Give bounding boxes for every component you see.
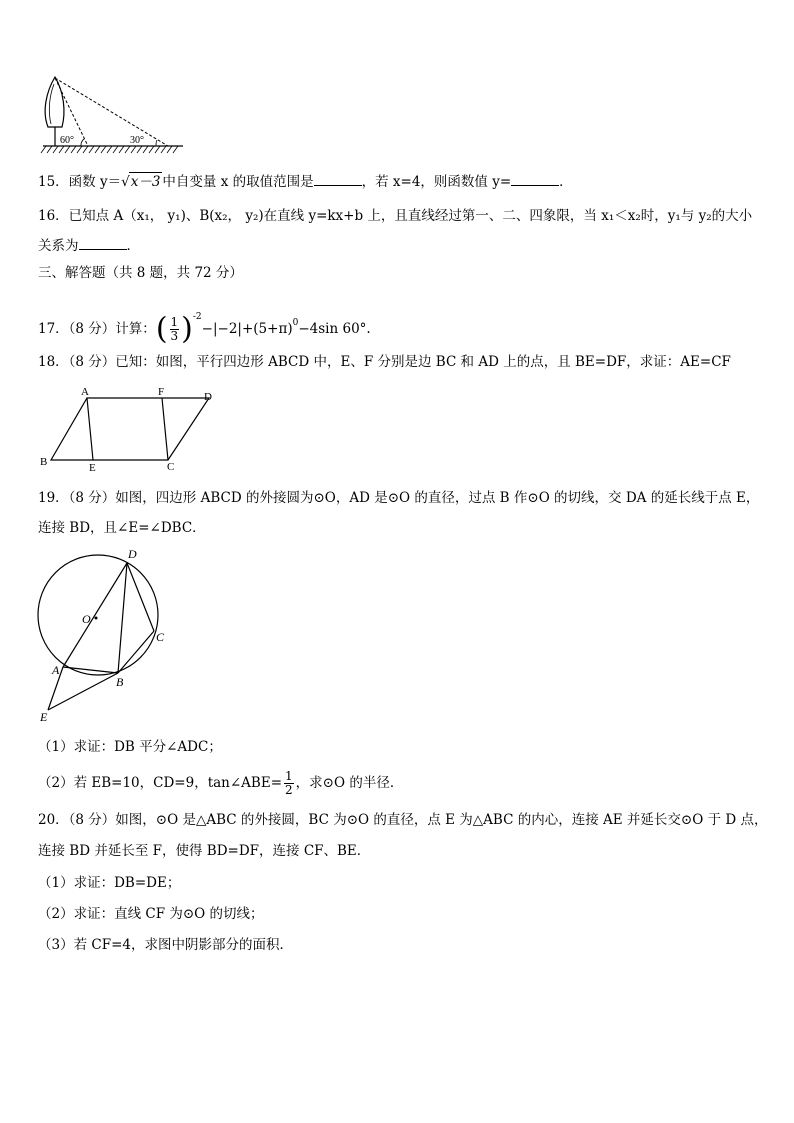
q15-mid: 中自变量 x 的取值范围是 <box>162 174 314 190</box>
q17-tail: −4sin 60°. <box>298 321 371 337</box>
center-dot <box>95 617 98 620</box>
q19-fraction: $\frac{1}{2}$ <box>285 769 293 797</box>
label-a: A <box>52 663 60 677</box>
circle-figure-q19 <box>30 545 180 725</box>
question-18: 18．（8 分）已知：如图，平行四边形 ABCD 中，E、F 分别是边 BC 和 AD 上的点，且 BE=DF，求证：AE=CF <box>38 354 731 370</box>
hatch-mark <box>95 146 100 153</box>
q19-part2-prefix: （2）若 EB=10，CD=9，tan∠ABE= <box>38 775 283 791</box>
section-3-heading: 三、解答题（共 8 题，共 72 分） <box>38 265 243 281</box>
hatch-mark <box>143 146 148 153</box>
parallelogram-figure <box>38 382 228 474</box>
q15-end: ． <box>559 174 573 190</box>
question-19-line-2: 连接 BD，且∠E=∠DBC． <box>38 520 206 536</box>
q19-part2-suffix: ，求⊙O 的半径． <box>295 775 404 791</box>
hatch-mark <box>167 146 172 153</box>
hatch-mark <box>107 146 112 153</box>
sqrt-symbol: √ <box>121 174 130 190</box>
segment-ab <box>63 667 118 673</box>
hatch-mark <box>53 146 58 153</box>
angle-label-60: 60° <box>60 135 74 146</box>
segment-cb <box>118 631 154 673</box>
q17-exp2: 0 <box>292 318 299 328</box>
hatch-mark <box>137 146 142 153</box>
tree-crown <box>45 77 64 127</box>
q17-exp1: -2 <box>192 312 202 322</box>
q17-paren-open: ( <box>155 311 168 347</box>
q15-prefix: 15．函数 y＝ <box>38 174 122 190</box>
hatch-mark <box>155 146 160 153</box>
segment-cf <box>162 398 168 460</box>
hatch-mark <box>101 146 106 153</box>
hatch-mark <box>77 146 82 153</box>
q15-sqrt-body: x－3 <box>130 174 161 190</box>
hatch-mark <box>83 146 88 153</box>
label-d: D <box>128 547 137 561</box>
label-c: C <box>167 461 175 473</box>
angle-label-30: 30° <box>130 135 144 146</box>
question-16-line-2 <box>38 237 140 255</box>
hatch-mark <box>161 146 166 153</box>
hatch-mark <box>125 146 130 153</box>
question-16-line-1: 16．已知点 A（x₁， y₁)、B(x₂， y₂)在直线 y=kx+b 上，且直线经过第一、二、四象限，当 x₁＜x₂时，y₁与 y₂的大小 <box>38 208 753 224</box>
circle-o <box>38 555 158 675</box>
q17-paren-close: ) <box>181 311 193 347</box>
q16-line2-end: ． <box>126 238 140 254</box>
q15-blank-1[interactable] <box>314 173 362 186</box>
label-d: D <box>204 391 212 403</box>
question-19-line-1: 19．（8 分）如图，四边形 ABCD 的外接圆为⊙O，AD 是⊙O 的直径，过点 B 作⊙O 的切线，交 DA 的延长线于点 E， <box>38 490 760 506</box>
label-o: O <box>82 612 91 626</box>
hatch-mark <box>173 146 178 153</box>
q17-rest: −|−2|+(5+π) <box>201 321 293 337</box>
q16-line2-prefix: 关系为 <box>38 238 79 254</box>
hatch-mark <box>113 146 118 153</box>
hatch-mark <box>41 146 46 153</box>
segment-ad <box>63 563 127 667</box>
angle-arc-30 <box>156 140 157 146</box>
label-c: C <box>156 630 165 644</box>
question-20-part-2: （2）求证：直线 CF 为⊙O 的切线； <box>38 906 264 922</box>
label-b: B <box>116 675 124 689</box>
segment-bd <box>118 563 127 673</box>
q15-blank-2[interactable] <box>511 173 559 186</box>
hatch-mark <box>71 146 76 153</box>
hatch-mark <box>65 146 70 153</box>
question-19-part-1: （1）求证：DB 平分∠ADC； <box>38 739 222 755</box>
parallelogram-abcd <box>51 398 209 460</box>
hatch-mark <box>119 146 124 153</box>
label-e: E <box>89 462 96 474</box>
q17-fraction: $\frac{1}{3}$ <box>170 315 179 343</box>
hatch-mark <box>47 146 52 153</box>
hatch-mark <box>131 146 136 153</box>
hatch-mark <box>89 146 94 153</box>
ground-hatching <box>41 146 178 153</box>
question-15 <box>38 172 573 191</box>
tree-crown-inner <box>49 84 54 124</box>
hatch-mark <box>149 146 154 153</box>
question-20-part-3: （3）若 CF=4，求图中阴影部分的面积． <box>38 937 293 953</box>
q16-blank[interactable] <box>79 237 127 250</box>
label-e: E <box>40 710 48 724</box>
q17-prefix: 17．（8 分）计算： <box>38 321 156 337</box>
angle-arc-60 <box>81 139 84 146</box>
question-20-line-2: 连接 BD 并延长至 F，使得 BD=DF，连接 CF、BE． <box>38 843 371 859</box>
tree-shadow-figure <box>38 72 188 158</box>
question-20-part-1: （1）求证：DB=DE； <box>38 875 181 891</box>
hatch-mark <box>59 146 64 153</box>
question-20-line-1: 20．（8 分）如图，⊙O 是△ABC 的外接圆，BC 为⊙O 的直径，点 E 为△ABC 的内心，连接 AE 并延长交⊙O 于 D 点， <box>38 812 768 828</box>
label-b: B <box>40 456 48 468</box>
question-17 <box>38 300 371 347</box>
label-f: F <box>158 386 165 398</box>
segment-ae <box>87 398 93 460</box>
label-a: A <box>81 386 89 398</box>
q15-after: ，若 x=4，则函数值 y= <box>361 174 512 190</box>
question-19-part-2 <box>38 767 403 799</box>
